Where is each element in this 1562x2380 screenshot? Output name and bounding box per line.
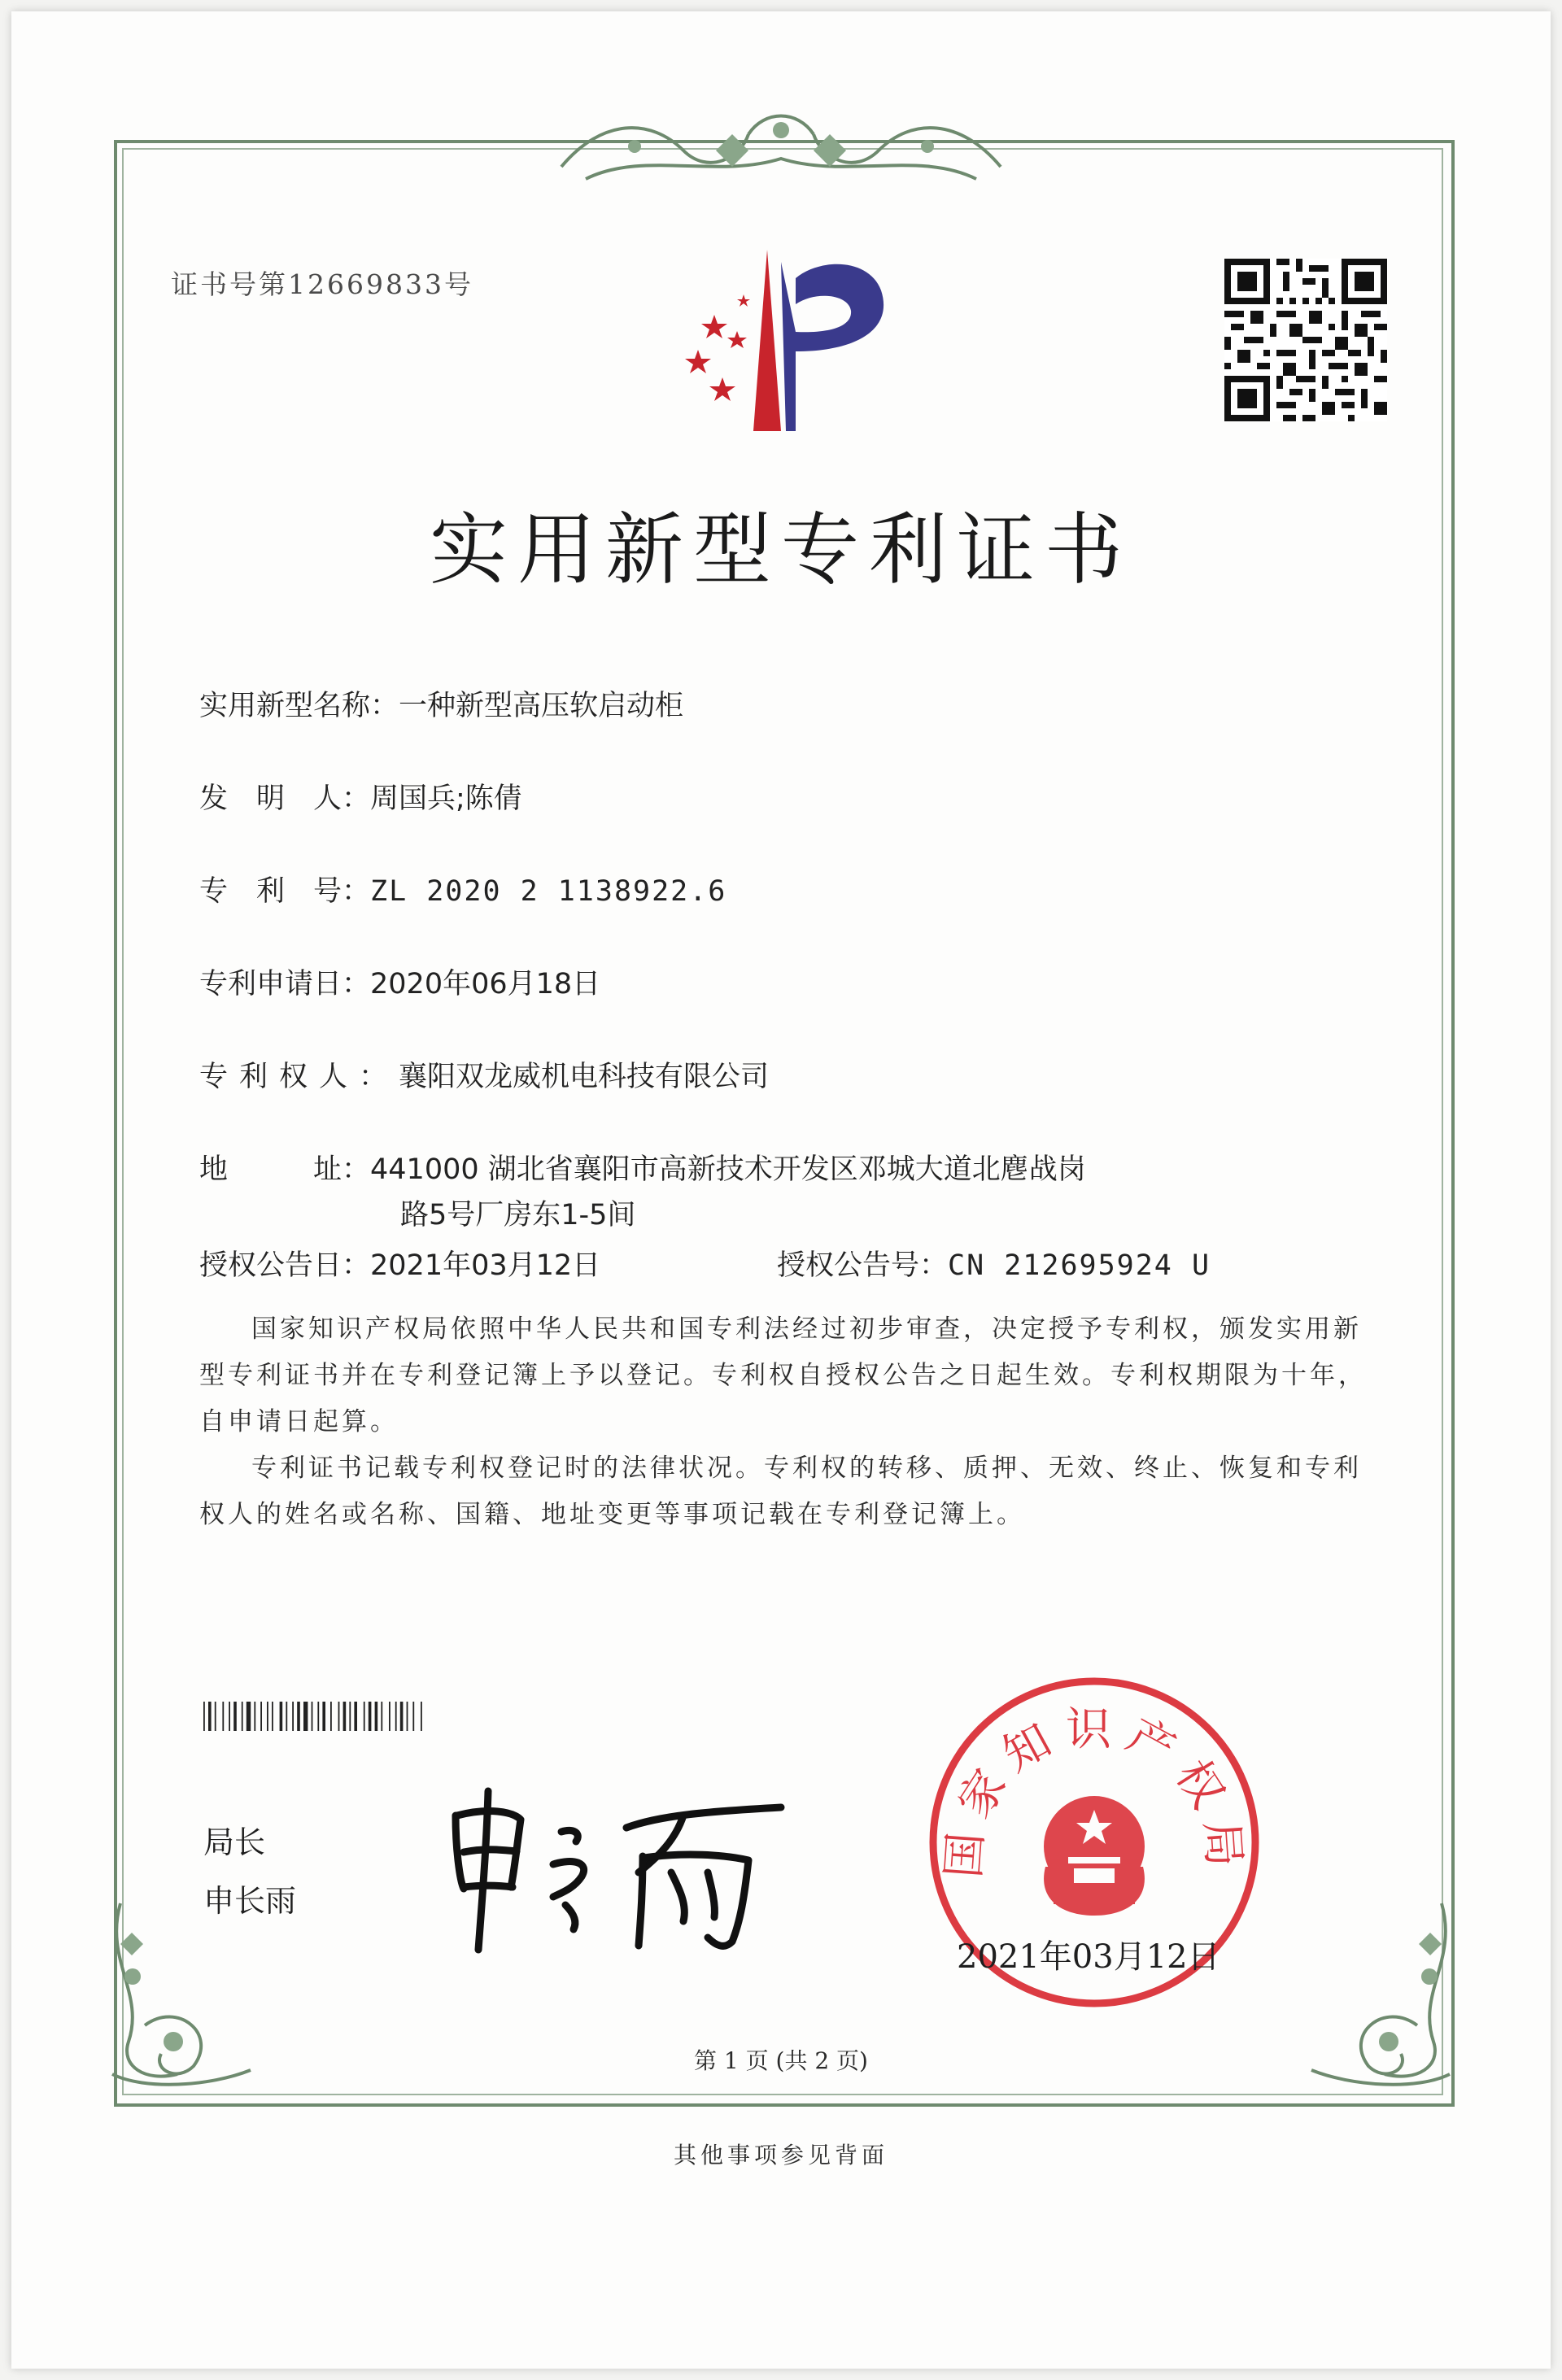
barcode-bar xyxy=(375,1702,378,1731)
barcode-bar xyxy=(272,1702,273,1731)
seal-date: 2021年03月12日 xyxy=(957,1938,1220,1976)
barcode-bar xyxy=(364,1702,365,1731)
barcode-bar xyxy=(338,1702,340,1731)
barcode-bar xyxy=(242,1702,243,1731)
inventor-label: 发 明 人： xyxy=(199,782,371,815)
grant-date-value: 2021年03月12日 xyxy=(370,1249,601,1282)
footer-note: 其他事项参见背面 xyxy=(673,2142,888,2169)
page-indicator: 第 1 页 (共 2 页) xyxy=(694,2047,868,2074)
barcode-icon xyxy=(203,1702,594,1731)
barcode-bar xyxy=(247,1702,251,1731)
barcode-bar xyxy=(208,1702,212,1731)
utility-name-value: 一种新型高压软启动柜 xyxy=(399,690,684,722)
utility-name-label: 实用新型名称： xyxy=(199,690,399,722)
barcode-bar xyxy=(400,1702,404,1731)
barcode-bar xyxy=(229,1702,230,1731)
barcode-bar xyxy=(407,1702,408,1731)
patent-number-label: 专 利 号： xyxy=(199,875,371,908)
barcode-bar xyxy=(303,1702,308,1731)
top-ornament-icon xyxy=(553,102,1009,191)
application-date-row xyxy=(199,961,600,1002)
patentee-row xyxy=(199,1054,769,1095)
barcode-bar xyxy=(233,1702,237,1731)
barcode-bar xyxy=(260,1702,262,1731)
barcode-bar xyxy=(292,1702,294,1731)
application-date-value: 2020年06月18日 xyxy=(370,968,601,1000)
barcode-bar xyxy=(349,1702,351,1731)
barcode-bar xyxy=(222,1702,224,1731)
patent-number-value: ZL 2020 2 1138922.6 xyxy=(370,875,727,908)
inventor-row xyxy=(199,776,522,817)
qr-code-icon xyxy=(1224,259,1387,421)
barcode-bar xyxy=(215,1702,216,1731)
barcode-bar xyxy=(297,1702,300,1731)
barcode-bar xyxy=(421,1702,422,1731)
signature-icon xyxy=(439,1783,797,1962)
application-date-label: 专利申请日： xyxy=(199,968,371,1000)
grant-date-row xyxy=(199,1243,600,1284)
patentee-label: 专利权人： xyxy=(199,1061,399,1093)
certificate-title: 实用新型专利证书 xyxy=(430,504,1132,595)
address-label: 地 址： xyxy=(199,1153,371,1186)
barcode-bar xyxy=(203,1702,205,1731)
barcode-bar xyxy=(412,1702,414,1731)
barcode-bar xyxy=(354,1702,357,1731)
director-name: 申长雨 xyxy=(203,1883,297,1919)
patent-number-row xyxy=(199,869,726,909)
barcode-bar xyxy=(330,1702,332,1731)
utility-name-row xyxy=(199,683,683,724)
patent-office-logo-icon xyxy=(665,246,901,438)
barcode-bar xyxy=(343,1702,347,1731)
barcode-bar xyxy=(395,1702,397,1731)
certificate-number: 证书号第12669833号 xyxy=(171,268,473,300)
address-line-2: 路5号厂房东1-5间 xyxy=(400,1199,636,1231)
barcode-bar xyxy=(381,1702,382,1731)
patentee-value: 襄阳双龙威机电科技有限公司 xyxy=(399,1061,770,1093)
grant-number-label: 授权公告号： xyxy=(777,1249,949,1282)
barcode-bar xyxy=(389,1702,390,1731)
grant-number-value: CN 212695924 U xyxy=(948,1249,1211,1282)
address-row xyxy=(199,1147,1086,1188)
grant-date-label: 授权公告日： xyxy=(199,1249,371,1282)
barcode-bar xyxy=(280,1702,283,1731)
barcode-bar xyxy=(267,1702,268,1731)
statement-paragraph: 专利证书记载专利权登记时的法律状况。专利权的转移、质押、无效、终止、恢复和专利权人的姓名或名称、国籍、地址变更等事项记载在专利登记簿上。 xyxy=(199,1454,1362,1529)
address-line-1: 441000 湖北省襄阳市高新技术开发区邓城大道北麀战岗 xyxy=(370,1153,1086,1186)
director-title: 局长 xyxy=(203,1824,266,1860)
inventor-value: 周国兵;陈倩 xyxy=(370,782,522,815)
statement-paragraph: 国家知识产权局依照中华人民共和国专利法经过初步审查，决定授予专利权，颁发实用新型专利证书并在专利登记簿上予以登记。专利权自授权公告之日起生效。专利权期限为十年，自申请日起算。 xyxy=(199,1314,1367,1436)
certificate-statement xyxy=(199,1306,1379,1538)
svg-text:国家知识产权局: 国家知识产权局 xyxy=(937,1703,1251,1881)
barcode-bar xyxy=(322,1702,325,1731)
grant-number-row xyxy=(777,1243,1211,1284)
barcode-bar xyxy=(254,1702,255,1731)
barcode-bar xyxy=(317,1702,319,1731)
barcode-bar xyxy=(312,1702,313,1731)
barcode-bar xyxy=(286,1702,287,1731)
barcode-bar xyxy=(369,1702,372,1731)
